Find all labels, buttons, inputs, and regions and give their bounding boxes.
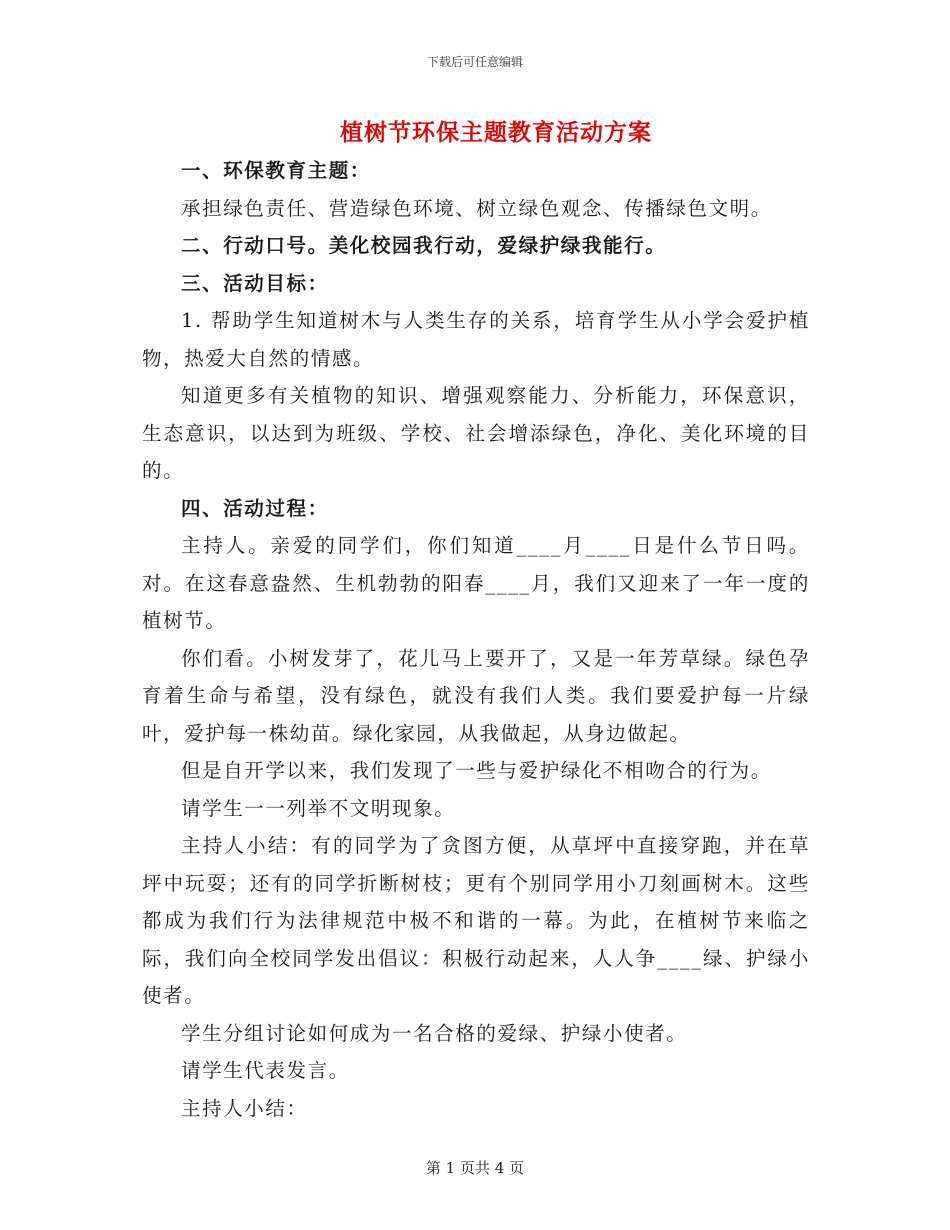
document-title: 植树节环保主题教育活动方案 xyxy=(340,119,652,146)
section-heading: 二、行动口号。美化校园我行动，爱绿护绿我能行。 xyxy=(181,234,667,257)
paragraph: 主持人小结：有的同学为了贪图方便，从草坪中直接穿跑，并在草坪中玩耍；还有的同学折断树枝；更有个别同学用小刀刻画树木。这些都成为我们行为法律规范中极不和谐的一幕。为此，在植树节来临之际，我们向全校同学发出倡议：积极行动起来，人人争____绿、护绿小使者。 xyxy=(142,834,810,1007)
page-footer: 第 1 页共 4 页 xyxy=(425,1159,525,1177)
section-heading: 四、活动过程： xyxy=(181,496,329,520)
paragraph: 承担绿色责任、营造绿色环境、树立绿色观念、传播绿色文明。 xyxy=(181,196,772,220)
section-heading: 三、活动目标： xyxy=(181,271,329,295)
paragraph: 请学生一一列举不文明现象。 xyxy=(181,796,456,820)
section-heading: 一、环保教育主题： xyxy=(181,159,371,182)
paragraph: 知道更多有关植物的知识、增强观察能力、分析能力，环保意识，生态意识，以达到为班级、学校、社会增添绿色，净化、美化环境的目的。 xyxy=(142,384,810,482)
header-note: 下载后可任意编辑 xyxy=(426,55,523,69)
paragraph: 但是自开学以来，我们发现了一些与爱护绿化不相吻合的行为。 xyxy=(181,759,772,782)
document-body xyxy=(142,152,810,1127)
paragraph: 1. 帮助学生知道树木与人类生存的关系，培育学生从小学会爱护植物，热爱大自然的情感。 xyxy=(142,309,810,370)
paragraph: 主持人小结： xyxy=(181,1096,308,1120)
paragraph: 你们看。小树发芽了，花儿马上要开了，又是一年芳草绿。绿色孕育着生命与希望，没有绿色，就没有我们人类。我们要爱护每一片绿叶，爱护每一株幼苗。绿化家园，从我做起，从身边做起。 xyxy=(142,646,810,745)
paragraph: 学生分组讨论如何成为一名合格的爱绿、护绿小使者。 xyxy=(181,1021,688,1045)
paragraph: 请学生代表发言。 xyxy=(181,1059,350,1082)
paragraph: 主持人。亲爱的同学们，你们知道____月____日是什么节日吗。对。在这春意盎然、生机勃勃的阳春____月，我们又迎来了一年一度的植树节。 xyxy=(142,534,810,632)
